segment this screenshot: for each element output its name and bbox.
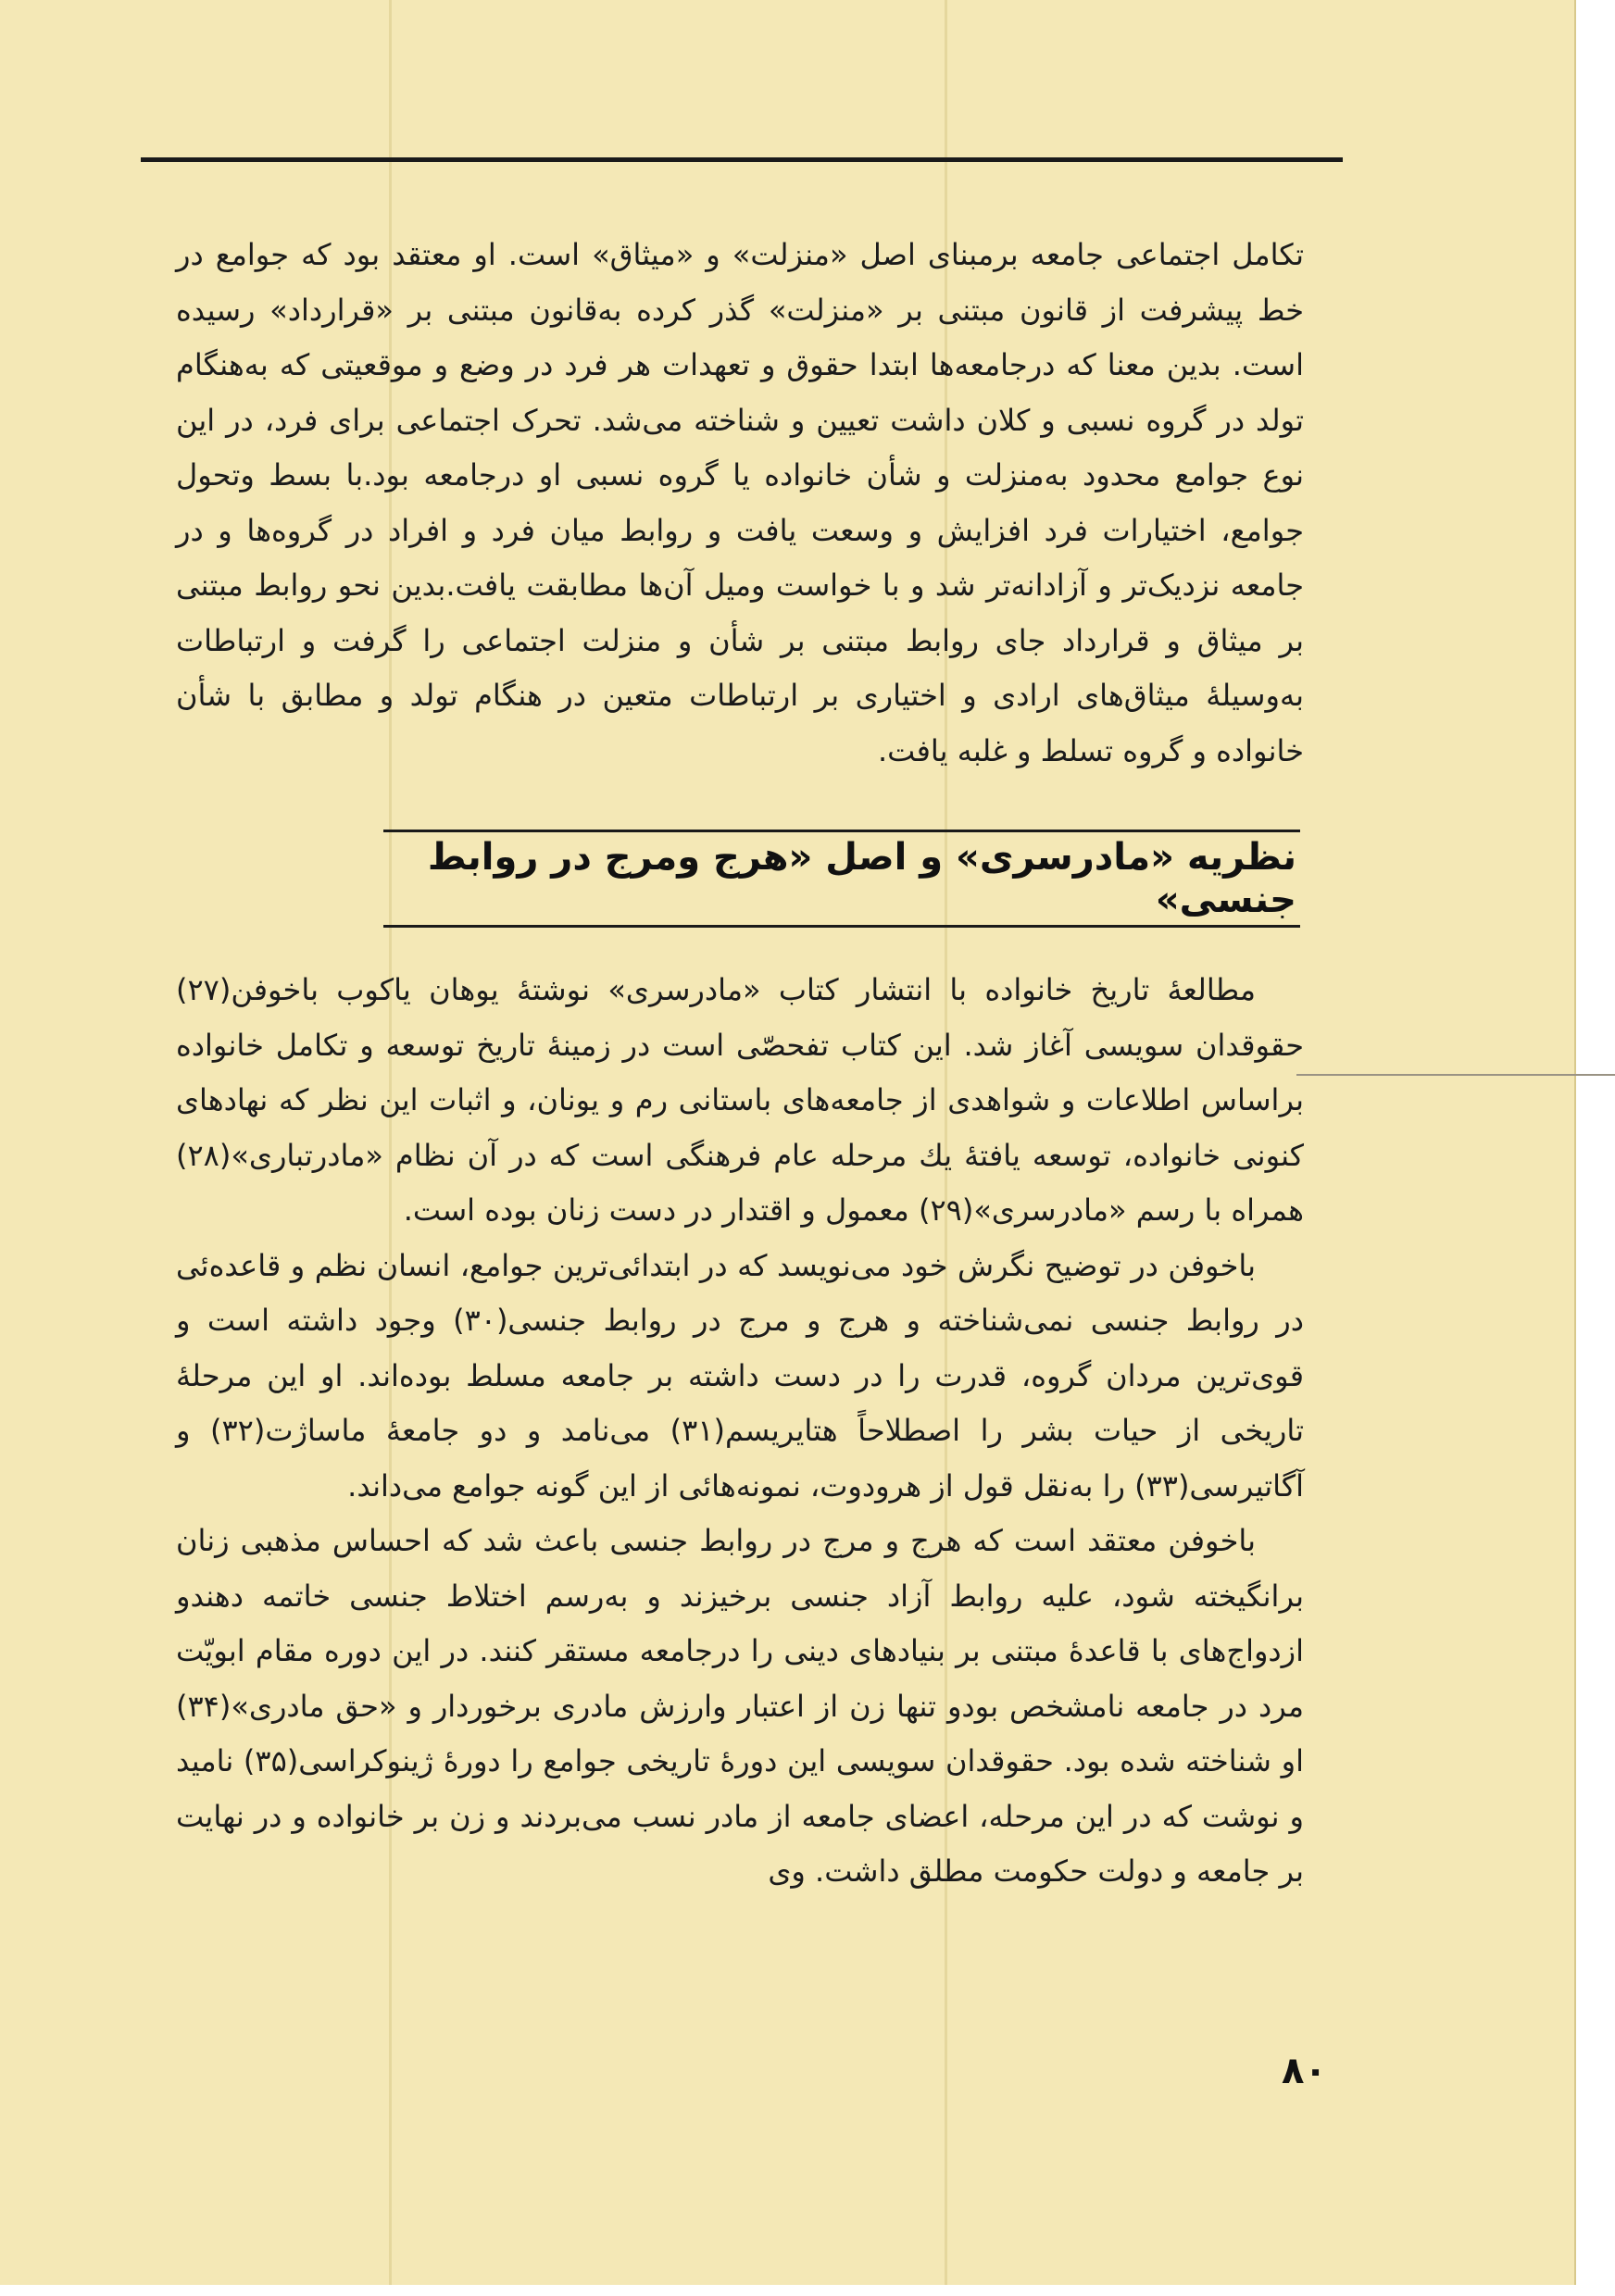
scan-crease-line	[1296, 1074, 1615, 1076]
page-number: ۸۰	[1282, 2050, 1327, 2092]
paragraph: باخوفن معتقد است که هرج و مرج در روابط جنسی باعث شد که احساس مذهبی زنان برانگیخته شود، علیه روابط آزاد جنسی برخیزند و به‌رسم اختلاط جنسی خاتمه دهندو ازدواج‌های با قاعدهٔ مبتنی بر بنیادهای دینی را درجامعه مستقر کنند. در این دوره مقام ابویّت مرد در جامعه نامشخص بودو تنها زن از اعتبار وارزش مادری برخوردار و «حق مادری»(۳۴) او شناخته شده بود. حقوقدان سویسی این دورهٔ تاریخی جوامع را دورهٔ ژینوکراسی(۳۵) نامید و نوشت که در این مرحله، اعضای جامعه از مادر نسب می‌بردند و زن بر خانواده و در نهایت بر جامعه و دولت حکومت مطلق داشت. وی	[176, 1523, 1305, 1889]
paragraph: مطالعهٔ تاریخ خانواده با انتشار کتاب «مادرسری» نوشتهٔ یوهان یاکوب باخوفن(۲۷) حقوقدان سویسی آغاز شد. این کتاب تفحصّی است در زمینهٔ تاریخ توسعه و تکامل خانواده براساس اطلاعات و شواهدی از جامعه‌های باستانی رم و یونان، و اثبات این نظر که نهادهای کنونی خانواده، توسعه یافتهٔ یك مرحله عام فرهنگی است که در آن نظام «مادرتباری»(۲۸) همراه با رسم «مادرسری»(۲۹) معمول و اقتدار در دست زنان بوده است.	[176, 972, 1304, 1228]
section-heading: نظریه «مادرسری» و اصل «هرج ومرج در روابط جنسی»	[427, 836, 1296, 921]
body-text-top	[176, 228, 1304, 779]
paragraph: باخوفن در توضیح نگرش خود می‌نویسد که در ابتدائی‌ترین جوامع، انسان نظم و قاعده‌ئی در روابط جنسی نمی‌شناخته و هرج و مرج در روابط جنسی(۳۰) وجود داشته است و قوی‌ترین مردان گروه، قدرت را در دست داشته بر جامعه مسلط بوده‌اند. او این مرحلهٔ تاریخی از حیات بشر را اصطلاحاً هتایریسم(۳۱) می‌نامد و دو جامعهٔ ماساژت(۳۲) و آگاتیرسی(۳۳) را به‌نقل قول از هرودوت، نمونه‌هائی از این گونه جوامع می‌داند.	[176, 1247, 1305, 1504]
body-text-section	[176, 963, 1304, 1900]
section-heading-box	[383, 830, 1300, 928]
header-rule	[141, 157, 1343, 162]
paragraph: تکامل اجتماعی جامعه برمبنای اصل «منزلت» و «میثاق» است. او معتقد بود که جوامع در خط پیشرفت از قانون مبتنی بر «منزلت» گذر کرده به‌قانون مبتنی بر «قرارداد» رسیده است. بدین معنا که درجامعه‌ها ابتدا حقوق و تعهدات هر فرد در وضع و موقعیتی که به‌هنگام تولد در گروه نسبی و کلان داشت تعیین و شناخته می‌شد. تحرک اجتماعی برای فرد، در این نوع جوامع محدود به‌منزلت و شأن خانواده یا گروه نسبی او درجامعه بود.با بسط وتحول جوامع، اختیارات فرد افزایش و وسعت یافت و روابط میان فرد و افراد در گروه‌ها و در جامعه نزدیک‌تر و آزادانه‌تر شد و با خواست ومیل آن‌ها مطابقت یافت.بدین نحو روابط مبتنی بر میثاق و قرارداد جای روابط مبتنی بر شأن و منزلت اجتماعی را گرفت و ارتباطات به‌وسیلهٔ میثاق‌های ارادی و اختیاری بر ارتباطات متعین در هنگام تولد و مطابق با شأن خانواده و گروه تسلط و غلبه یافت.	[176, 237, 1304, 768]
